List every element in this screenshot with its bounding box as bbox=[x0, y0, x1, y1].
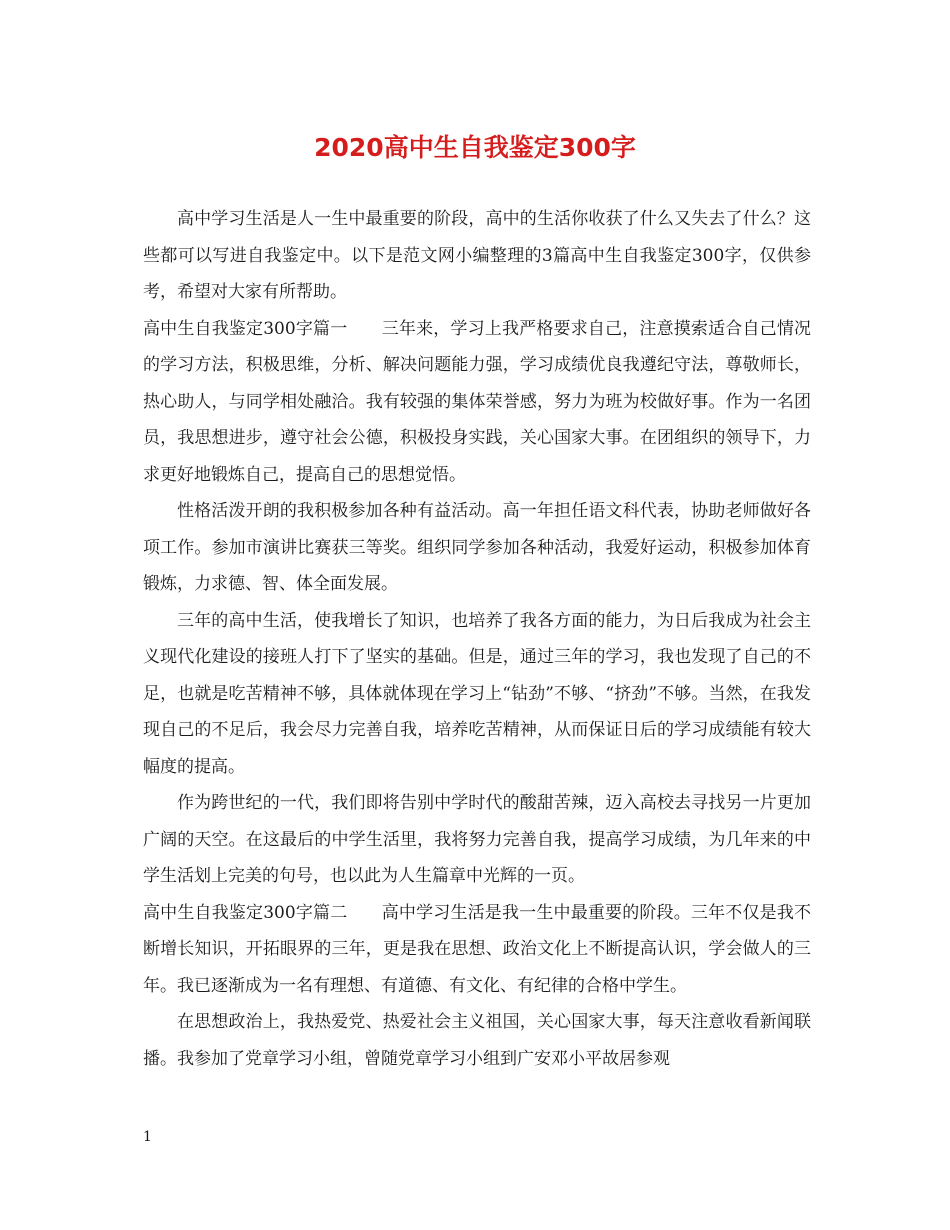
paragraph-intro: 高中学习生活是人一生中最重要的阶段，高中的生活你收获了什么又失去了什么？这些都可以写进自我鉴定中。以下是范文网小编整理的3篇高中生自我鉴定300字，仅供参考，希望对大家有所帮助。 bbox=[143, 209, 811, 302]
document-title: 2020高中生自我鉴定300字 bbox=[314, 133, 636, 162]
paragraph-section-one: 高中生自我鉴定300字篇一 三年来，学习上我严格要求自己，注意摸索适合自己情况的学习方法，积极思维，分析、解决问题能力强，学习成绩优良我遵纪守法，尊敬师长，热心助人，与同学相处融洽。我有较强的集体荣誉感，努力为班为校做好事。作为一名团员，我思想进步，遵守社会公德，积极投身实践，关心国家大事。在团组织的领导下，力求更好地锻炼自己，提高自己的思想觉悟。 bbox=[143, 318, 811, 485]
paragraph-generation: 作为跨世纪的一代，我们即将告别中学时代的酸甜苦辣，迈入高校去寻找另一片更加广阔的天空。在这最后的中学生活里，我将努力完善自我，提高学习成绩，为几年来的中学生活划上完美的句号，也以此为人生篇章中光辉的一页。 bbox=[143, 793, 811, 886]
paragraph-politics: 在思想政治上，我热爱党、热爱社会主义祖国，关心国家大事，每天注意收看新闻联播。我参加了党章学习小组，曾随党章学习小组到广安邓小平故居参观 bbox=[143, 1012, 811, 1069]
paragraph-three-years: 三年的高中生活，使我增长了知识，也培养了我各方面的能力，为日后我成为社会主义现代化建设的接班人打下了坚实的基础。但是，通过三年的学习，我也发现了自己的不足，也就是吃苦精神不够，具体就体现在学习上“钻劲”不够、“挤劲”不够。当然，在我发现自己的不足后，我会尽力完善自我，培养吃苦精神，从而保证日后的学习成绩能有较大幅度的提高。 bbox=[143, 610, 811, 777]
document-body bbox=[143, 201, 811, 1077]
paragraph-activities: 性格活泼开朗的我积极参加各种有益活动。高一年担任语文科代表，协助老师做好各项工作。参加市演讲比赛获三等奖。组织同学参加各种活动，我爱好运动，积极参加体育锻炼，力求德、智、体全面发展。 bbox=[143, 501, 811, 594]
paragraph-section-two: 高中生自我鉴定300字篇二 高中学习生活是我一生中最重要的阶段。三年不仅是我不断增长知识，开拓眼界的三年，更是我在思想、政治文化上不断提高认识，学会做人的三年。我已逐渐成为一名有理想、有道德、有文化、有纪律的合格中学生。 bbox=[143, 902, 811, 996]
page-number: 1 bbox=[143, 1129, 152, 1145]
